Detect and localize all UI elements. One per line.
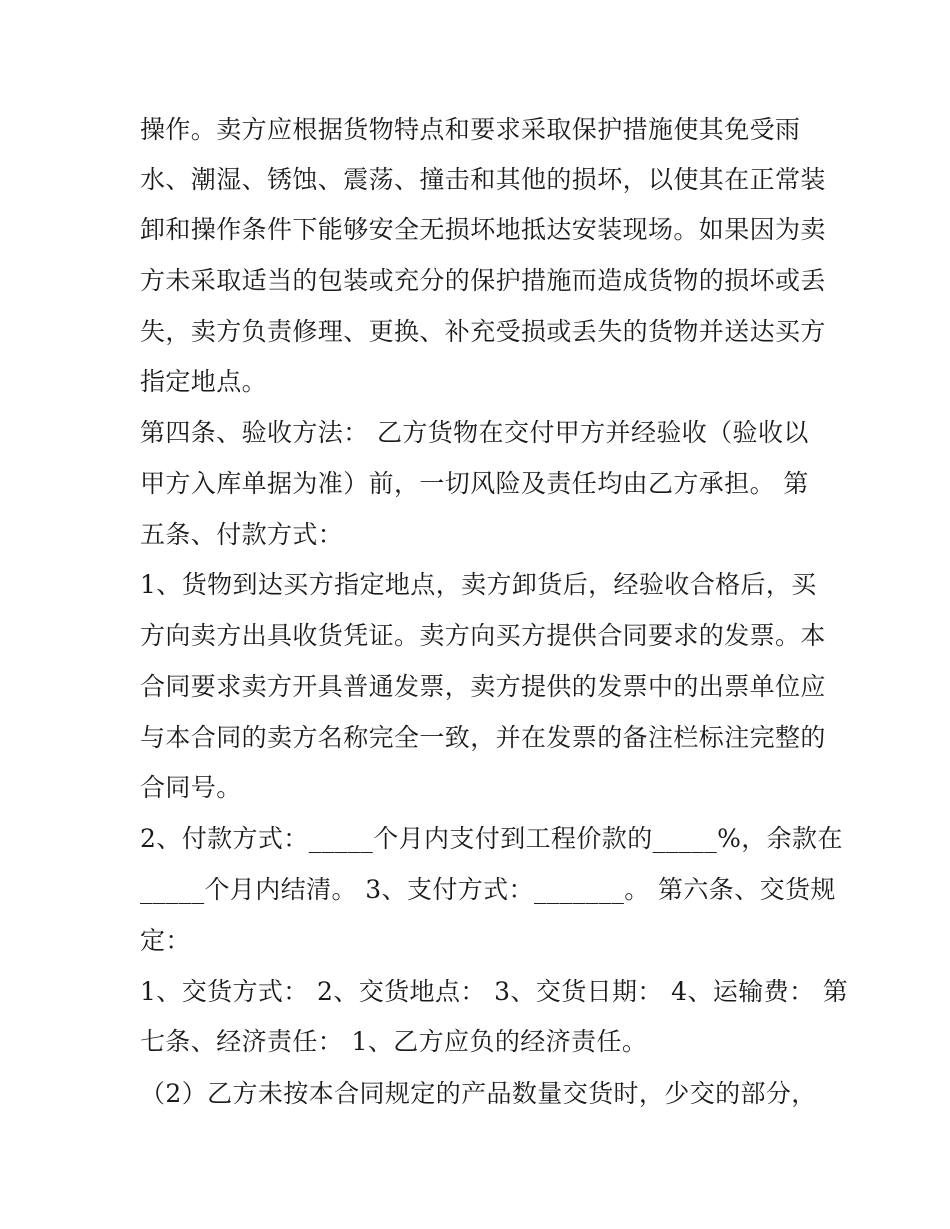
text-line: 七条、经济责任： 1、乙方应负的经济责任。: [140, 1027, 648, 1056]
text-line: 水、潮湿、锈蚀、震荡、撞击和其他的损坏，以使其在正常装: [140, 165, 826, 194]
text-line: 方未采取适当的包装或充分的保护措施而造成货物的损坏或丢: [140, 266, 826, 295]
text-line: 合同号。: [140, 773, 242, 802]
text-line: （2）乙方未按本合同规定的产品数量交货时，少交的部分，: [140, 1079, 817, 1108]
text-line: 2、付款方式：_____个月内支付到工程价款的_____%，余款在: [140, 824, 843, 853]
text-line: 指定地点。: [140, 367, 268, 396]
text-line: 与本合同的卖方名称完全一致，并在发票的备注栏标注完整的: [140, 723, 826, 752]
text-line: 卸和操作条件下能够安全无损坏地抵达安装现场。如果因为卖: [140, 215, 826, 244]
text-line: 甲方入库单据为准）前，一切风险及责任均由乙方承担。 第: [140, 469, 809, 498]
text-line: 操作。卖方应根据货物特点和要求采取保护措施使其免受雨: [140, 115, 801, 144]
text-line: 方向卖方出具收货凭证。卖方向买方提供合同要求的发票。本: [140, 621, 826, 650]
text-line: 第四条、验收方法： 乙方货物在交付甲方并经验收（验收以: [140, 418, 809, 447]
text-line: _____个月内结清。 3、支付方式：_______。 第六条、交货规: [140, 875, 836, 904]
text-line: 1、货物到达买方指定地点，卖方卸货后，经验收合格后，买: [140, 570, 817, 599]
text-line: 失，卖方负责修理、更换、补充受损或丢失的货物并送达买方: [140, 317, 826, 346]
text-line: 合同要求卖方开具普通发票，卖方提供的发票中的出票单位应: [140, 672, 826, 701]
text-line: 五条、付款方式：: [140, 520, 344, 549]
text-line: 定：: [140, 926, 191, 955]
text-line: 1、交货方式： 2、交货地点： 3、交货日期： 4、运输费： 第: [140, 977, 849, 1006]
